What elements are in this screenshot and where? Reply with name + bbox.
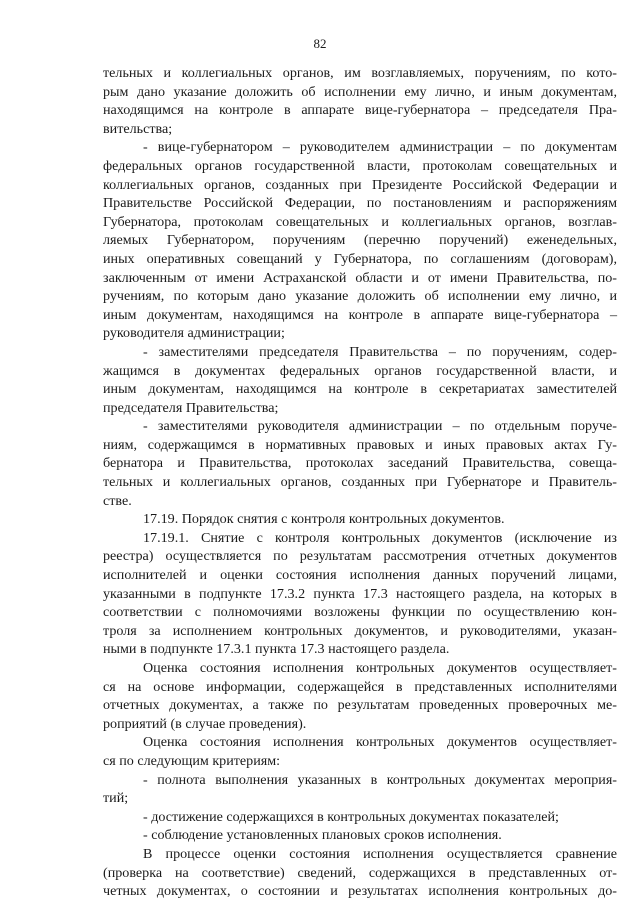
page-number: 82: [313, 36, 327, 51]
paragraph-line: Губернатора, протоколам совещательных и коллегиальных органов, возглав-: [103, 213, 617, 230]
paragraph-line: отчетных документах, а также по результатам проведенных проверочных ме-: [103, 697, 617, 714]
paragraph-line: иным документам, находящимся на контроле в аппарате вице-губернатора –: [103, 306, 617, 323]
paragraph-line: - заместителями руководителя администрации – по отдельным поруче-: [143, 418, 617, 435]
paragraph-line: - достижение содержащихся в контрольных документах показателей;: [143, 808, 559, 825]
paragraph-line: - полнота выполнения указанных в контрольных документах мероприя-: [143, 771, 617, 788]
paragraph-line: вительства;: [103, 120, 173, 137]
paragraph-line: иным документам, находящимся на контроле в секретариатах заместителей: [103, 381, 617, 398]
paragraph-line: руководителя администрации;: [103, 325, 285, 342]
paragraph-line: троля за исполнением контрольных документов, и руководителями, указан-: [103, 622, 617, 639]
paragraph-line: Оценка состояния исполнения контрольных документов осуществляет-: [143, 660, 617, 676]
paragraph-line: иных оперативных совещаний у Губернатора, по соглашениям (договорам),: [103, 250, 617, 267]
paragraph-line: Оценка состояния исполнения контрольных документов осуществляет-: [143, 734, 617, 751]
paragraph-line: федеральных органов государственной власти, протоколам совещательных и: [103, 157, 617, 174]
paragraph-line: председателя Правительства;: [103, 399, 279, 416]
paragraph-line: ся по следующим критериям:: [103, 752, 281, 769]
paragraph-line: ляемых Губернатором, поручениям (перечню поручений) еженедельных,: [103, 232, 617, 249]
paragraph-line: тельных и коллегиальных органов, созданных при Губернаторе и Правитель-: [103, 474, 617, 491]
paragraph-line: 17.19.1. Снятие с контроля контрольных документов (исключение из: [143, 529, 617, 546]
paragraph-line: 17.19. Порядок снятия с контроля контрольных документов.: [143, 511, 505, 528]
paragraph-line: соответствии с полномочиями возложены функции по осуществлению кон-: [103, 604, 617, 621]
paragraph-line: указанными в подпункте 17.3.2 пункта 17.3 настоящего раздела, на которых в: [103, 585, 617, 602]
paragraph-line: находящимся на контроле в аппарате вице-губернатора – председателя Пра-: [103, 102, 617, 119]
paragraph-line: четных документах, о состоянии и результатах исполнения контрольных до-: [103, 883, 617, 900]
paragraph-line: В процессе оценки состояния исполнения осуществляется сравнение: [143, 845, 617, 862]
paragraph-line: ручениям, по которым дано указание доложить об исполнении ему лично, и: [103, 288, 617, 305]
paragraph-line: жащимся в документах федеральных органов государственной власти, и: [103, 362, 617, 379]
paragraph-line: (проверка на соответствие) сведений, содержащихся в представленных от-: [103, 864, 617, 881]
paragraph-line: Правительстве Российской Федерации, по постановлениям и распоряжениям: [103, 195, 617, 212]
paragraph-line: ся на основе информации, содержащейся в представленных исполнителями: [103, 678, 617, 695]
paragraph-line: коллегиальных органов, созданных при Президенте Российской Федерации и: [103, 176, 617, 193]
paragraph-line: исполнителей и оценки состояния исполнения данных поручений лицами,: [103, 567, 617, 584]
paragraph-line: - вице-губернатором – руководителем администрации – по документам: [143, 139, 617, 156]
paragraph-line: - соблюдение установленных плановых сроков исполнения.: [143, 827, 502, 844]
document-body: [103, 64, 617, 901]
paragraph-line: ниям, содержащимся в нормативных правовых и иных правовых актах Гу-: [103, 436, 617, 453]
paragraph-line: заключенным от имени Астраханской области и от имени Правительства, по-: [103, 269, 617, 286]
paragraph-line: тельных и коллегиальных органов, им возглавляемых, поручениям, по кото-: [103, 65, 617, 81]
paragraph-line: стве.: [103, 492, 132, 509]
paragraph-line: реестра) осуществляется по результатам рассмотрения отчетных документов: [103, 548, 617, 565]
paragraph-line: ными в подпункте 17.3.1 пункта 17.3 настоящего раздела.: [103, 641, 450, 658]
paragraph-line: роприятий (в случае проведения).: [103, 715, 307, 732]
paragraph-line: рым дано указание доложить об исполнении ему лично, и иным документам,: [103, 83, 617, 100]
paragraph-line: тий;: [103, 790, 129, 807]
paragraph-line: бернатора и Правительства, протоколах заседаний Правительства, совеща-: [103, 455, 617, 472]
paragraph-line: - заместителями председателя Правительства – по поручениям, содер-: [143, 343, 617, 360]
